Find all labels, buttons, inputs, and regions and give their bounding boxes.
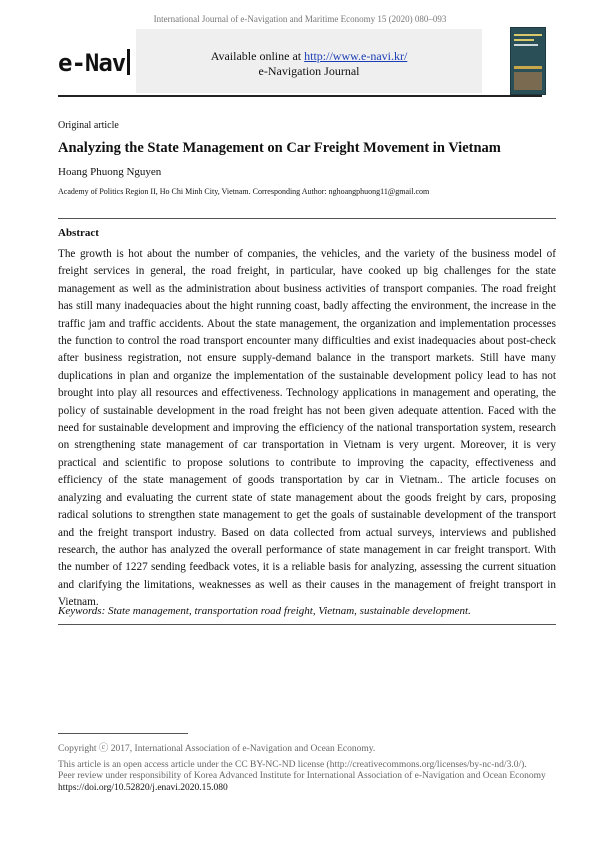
keywords: Keywords: State management, transportation road freight, Vietnam, sustainable development. <box>58 605 471 617</box>
author-affiliation: Academy of Politics Region II, Ho Chi Minh City, Vietnam. Corresponding Author: nghoangphuong11@gmail.com <box>58 187 430 196</box>
journal-header <box>58 29 542 97</box>
footer <box>58 744 556 794</box>
journal-url-link[interactable]: http://www.e-navi.kr/ <box>304 49 408 63</box>
journal-name: e-Navigation Journal <box>258 64 360 78</box>
article-title: Analyzing the State Management on Car Freight Movement in Vietnam <box>58 140 501 156</box>
footnote-rule <box>58 733 188 734</box>
running-head: International Journal of e-Navigation and Maritime Economy 15 (2020) 080–093 <box>153 14 447 24</box>
availability-banner <box>136 29 482 93</box>
journal-logo <box>58 45 130 81</box>
author-name: Hoang Phuong Nguyen <box>58 166 162 178</box>
abstract-heading: Abstract <box>58 227 99 239</box>
journal-cover-icon <box>510 27 546 95</box>
available-online <box>136 49 482 64</box>
article-type: Original article <box>58 120 119 131</box>
peer-review-note: Peer review under responsibility of Korea Advanced Institute for International Association of e-Navigation and Ocean Economy <box>58 771 546 781</box>
divider-bottom <box>58 624 556 625</box>
copyright: Copyright ⓒ 2017, International Association of e-Navigation and Ocean Economy. <box>58 744 376 754</box>
logo-text: e-Nav <box>58 49 126 77</box>
doi-link[interactable]: https://doi.org/10.52820/j.enavi.2020.15.080 <box>58 782 228 793</box>
abstract-text: The growth is hot about the number of companies, the vehicles, and the variety of the business model of freight services in general, the road freight, in particular, have cooked up big challenges for the state management as well as the administration about business activities of transport companies. The road freight has still many inadequacies about the hight running coast, badly affecting the environment, the increase in the traffic jam and traffic accidents. About the state management, the organization and implementation processes the function to control the road transport encounter many difficulties and exist inadequacies about post-check after business registration, not ensure supply-demand balance in the transport markets. Still have many duplications in plan and organize the implementation of the sustainable development policy lead to has not brought into play all resources and effectiveness. Technology applications in management and operating, the policy of sustainable development in the road freight has not been given adequate attention. Faced with the need for sustainable development and improving the efficiency of the national transportation system, research on strengthening state management of car transportation in Vietnam is very urgent. Moreover, it is very practical and scientific to propose solutions to contribute to improving the capacity, effectiveness and efficiency of the state management of goods transportation by car in Vietnam.. The article focuses on analyzing and evaluating the current state of state management about the goods freight by cars, proposing radical solutions to strengthen state management to get the goals of sustainable development of the transport and the freight transport industry. Based on data collected from actual surveys, interviews and published research, the author has analyzed the overall performance of state management in car freight transport. With the number of 1227 sending feedback votes, it is a reliable basis for analyzing, assessing the current situation and clarifying the limitations, weaknesses as well as their causes in the management of freight transport in Vietnam. <box>58 248 556 609</box>
logo-bar-icon <box>127 49 130 75</box>
license-note: This article is an open access article under the CC BY-NC-ND license (http://creativecommons.org/licenses/by-nc-nd/3.0/). <box>58 759 527 770</box>
available-online-prefix: Available online at <box>210 49 305 63</box>
divider-top <box>58 218 556 219</box>
